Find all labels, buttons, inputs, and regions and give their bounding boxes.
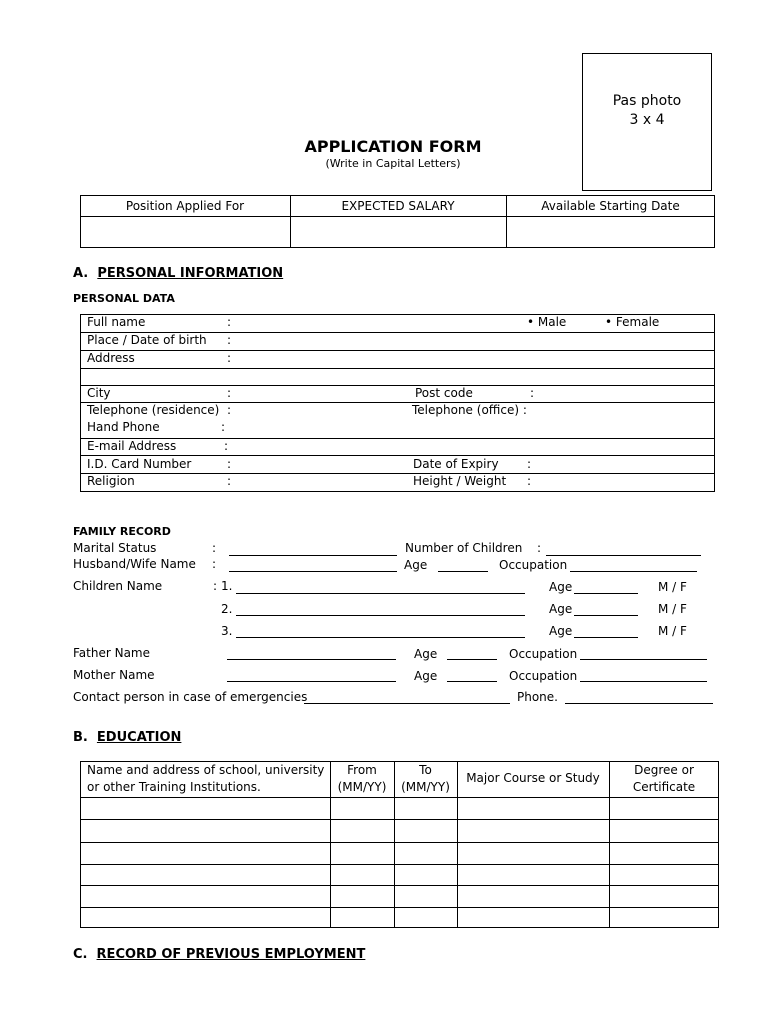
family-record-heading: FAMILY RECORD: [73, 525, 171, 538]
photo-box: [582, 53, 712, 191]
emergency-phone-input[interactable]: [565, 703, 713, 704]
tel-res-input[interactable]: [235, 403, 405, 419]
colon: :: [227, 457, 232, 471]
spouse-name-label: Husband/Wife Name: [73, 557, 196, 571]
edu-from-header-line1: From: [347, 763, 377, 777]
section-c-letter: C.: [73, 947, 88, 962]
colon: :: [227, 333, 232, 347]
edu-row-line: [80, 819, 719, 820]
child-gender-label[interactable]: M / F: [658, 624, 687, 638]
edu-to-header: [394, 762, 457, 796]
city-label: City: [87, 386, 111, 400]
edu-from-header: [330, 762, 394, 796]
colon: :: [221, 420, 226, 434]
edu-row-input[interactable]: [82, 799, 717, 818]
father-occupation-input[interactable]: [580, 659, 707, 660]
section-c-title: RECORD OF PREVIOUS EMPLOYMENT: [96, 947, 366, 962]
edu-school-header-line2: or other Training Institutions.: [87, 780, 261, 794]
edu-row-line: [80, 864, 719, 865]
post-code-input[interactable]: [540, 386, 710, 401]
colon: :: [227, 474, 232, 488]
spouse-occupation-input[interactable]: [570, 571, 697, 572]
hand-phone-label: Hand Phone: [87, 420, 160, 434]
child-number: 3.: [221, 624, 233, 638]
colon: :: [527, 474, 532, 488]
father-occupation-label: Occupation: [509, 647, 578, 661]
section-b-letter: B.: [73, 730, 88, 745]
edu-school-header: [87, 762, 324, 796]
position-input[interactable]: [82, 218, 289, 246]
section-b-title: EDUCATION: [96, 730, 182, 745]
religion-label: Religion: [87, 474, 135, 488]
child-age-label: Age: [549, 580, 573, 594]
colon: :: [227, 386, 232, 400]
height-weight-label: Height / Weight: [413, 474, 507, 488]
child-1-name-input[interactable]: [236, 593, 525, 594]
colon: :: [212, 541, 217, 555]
edu-degree-header-line2: Certificate: [632, 780, 696, 794]
full-name-label: Full name: [87, 315, 146, 329]
edu-row-input[interactable]: [82, 909, 717, 927]
edu-to-header-line2: (MM/YY): [401, 780, 450, 794]
marital-status-input[interactable]: [229, 555, 397, 556]
emergency-contact-label: Contact person in case of emergencies: [73, 690, 308, 704]
section-b-heading: [73, 730, 181, 745]
spouse-age-label: Age: [404, 558, 428, 572]
colon: :: [212, 557, 217, 571]
child-age-label: Age: [549, 602, 573, 616]
tel-office-label: Telephone (office) :: [412, 403, 527, 417]
edu-from-header-line2: (MM/YY): [337, 780, 387, 794]
photo-size: 3 x 4: [629, 112, 665, 128]
edu-to-header-line1: To: [419, 763, 432, 777]
position-table-divider: [80, 216, 715, 217]
spouse-occupation-label: Occupation: [499, 558, 568, 572]
edu-row-input[interactable]: [82, 866, 717, 884]
child-2-name-input[interactable]: [236, 615, 525, 616]
edu-row-line: [80, 842, 719, 843]
pd-row-line: [80, 455, 715, 456]
expiry-label: Date of Expiry: [413, 457, 499, 471]
children-count-input[interactable]: [546, 555, 701, 556]
tel-res-label: Telephone (residence): [87, 403, 220, 417]
child-3-age-input[interactable]: [574, 637, 638, 638]
children-count-label: Number of Children: [405, 541, 523, 555]
children-name-label: Children Name: [73, 579, 163, 593]
child-gender-label[interactable]: M / F: [658, 602, 687, 616]
colon: :: [530, 386, 535, 400]
colon: :: [224, 439, 229, 453]
id-card-label: I.D. Card Number: [87, 457, 192, 471]
email-label: E-mail Address: [87, 439, 177, 453]
father-age-label: Age: [414, 647, 438, 661]
child-2-age-input[interactable]: [574, 615, 638, 616]
full-name-input[interactable]: [235, 315, 515, 331]
colon: :: [227, 403, 232, 417]
expiry-input[interactable]: [540, 457, 710, 472]
edu-row-line: [80, 797, 719, 798]
form-title: APPLICATION FORM: [304, 137, 482, 156]
edu-school-header-line1: Name and address of school, university: [87, 763, 325, 777]
personal-data-heading: PERSONAL DATA: [73, 292, 175, 305]
mother-occupation-label: Occupation: [509, 669, 578, 683]
address-input[interactable]: [235, 351, 705, 384]
edu-row-line: [80, 907, 719, 908]
marital-status-label: Marital Status: [73, 541, 157, 555]
child-3-name-input[interactable]: [236, 637, 525, 638]
salary-input[interactable]: [292, 218, 505, 246]
religion-input[interactable]: [235, 474, 405, 490]
edu-major-header: Major Course or Study: [466, 771, 600, 785]
address-label: Address: [87, 351, 135, 365]
father-name-label: Father Name: [73, 646, 150, 660]
colon: :: [227, 351, 232, 365]
hand-phone-input[interactable]: [230, 420, 405, 436]
colon: :: [227, 315, 232, 329]
position-col-header: Position Applied For: [125, 199, 245, 213]
colon: :: [537, 541, 542, 555]
male-option[interactable]: • Male: [527, 315, 567, 329]
edu-row-line: [80, 885, 719, 886]
mother-name-input[interactable]: [227, 681, 396, 682]
place-dob-label: Place / Date of birth: [87, 333, 207, 347]
colon: :: [527, 457, 532, 471]
edu-row-input[interactable]: [82, 821, 717, 841]
father-name-input[interactable]: [227, 659, 396, 660]
start-date-col-header: Available Starting Date: [541, 199, 680, 213]
place-dob-input[interactable]: [235, 333, 705, 349]
child-age-label: Age: [549, 624, 573, 638]
colon: :: [213, 579, 218, 593]
start-date-input[interactable]: [508, 218, 714, 246]
id-card-input[interactable]: [235, 457, 405, 472]
spouse-age-input[interactable]: [438, 571, 488, 572]
spouse-name-input[interactable]: [229, 571, 397, 572]
father-age-input[interactable]: [447, 659, 497, 660]
photo-label: Pas photo: [612, 93, 682, 109]
female-option[interactable]: • Female: [605, 315, 660, 329]
city-input[interactable]: [235, 386, 405, 401]
mother-age-input[interactable]: [447, 681, 497, 682]
salary-col-header: EXPECTED SALARY: [341, 199, 455, 213]
section-a-title: PERSONAL INFORMATION: [97, 266, 284, 281]
child-number: 2.: [221, 602, 233, 616]
child-number: 1.: [221, 579, 233, 593]
emergency-phone-label: Phone.: [517, 690, 558, 704]
child-1-age-input[interactable]: [574, 593, 638, 594]
height-weight-input[interactable]: [540, 474, 710, 490]
mother-age-label: Age: [414, 669, 438, 683]
edu-degree-header: [609, 762, 719, 796]
edu-row-input[interactable]: [82, 887, 717, 906]
section-c-heading: [73, 947, 365, 962]
mother-name-label: Mother Name: [73, 668, 155, 682]
edu-degree-header-line1: Degree or: [634, 763, 694, 777]
mother-occupation-input[interactable]: [580, 681, 707, 682]
post-code-label: Post code: [415, 386, 473, 400]
emergency-contact-input[interactable]: [304, 703, 510, 704]
child-gender-label[interactable]: M / F: [658, 580, 687, 594]
email-input[interactable]: [235, 439, 705, 454]
section-a-heading: [73, 266, 283, 281]
edu-row-input[interactable]: [82, 844, 717, 863]
form-subtitle: (Write in Capital Letters): [325, 157, 461, 170]
tel-office-input[interactable]: [530, 403, 710, 419]
section-a-letter: A.: [73, 266, 89, 281]
